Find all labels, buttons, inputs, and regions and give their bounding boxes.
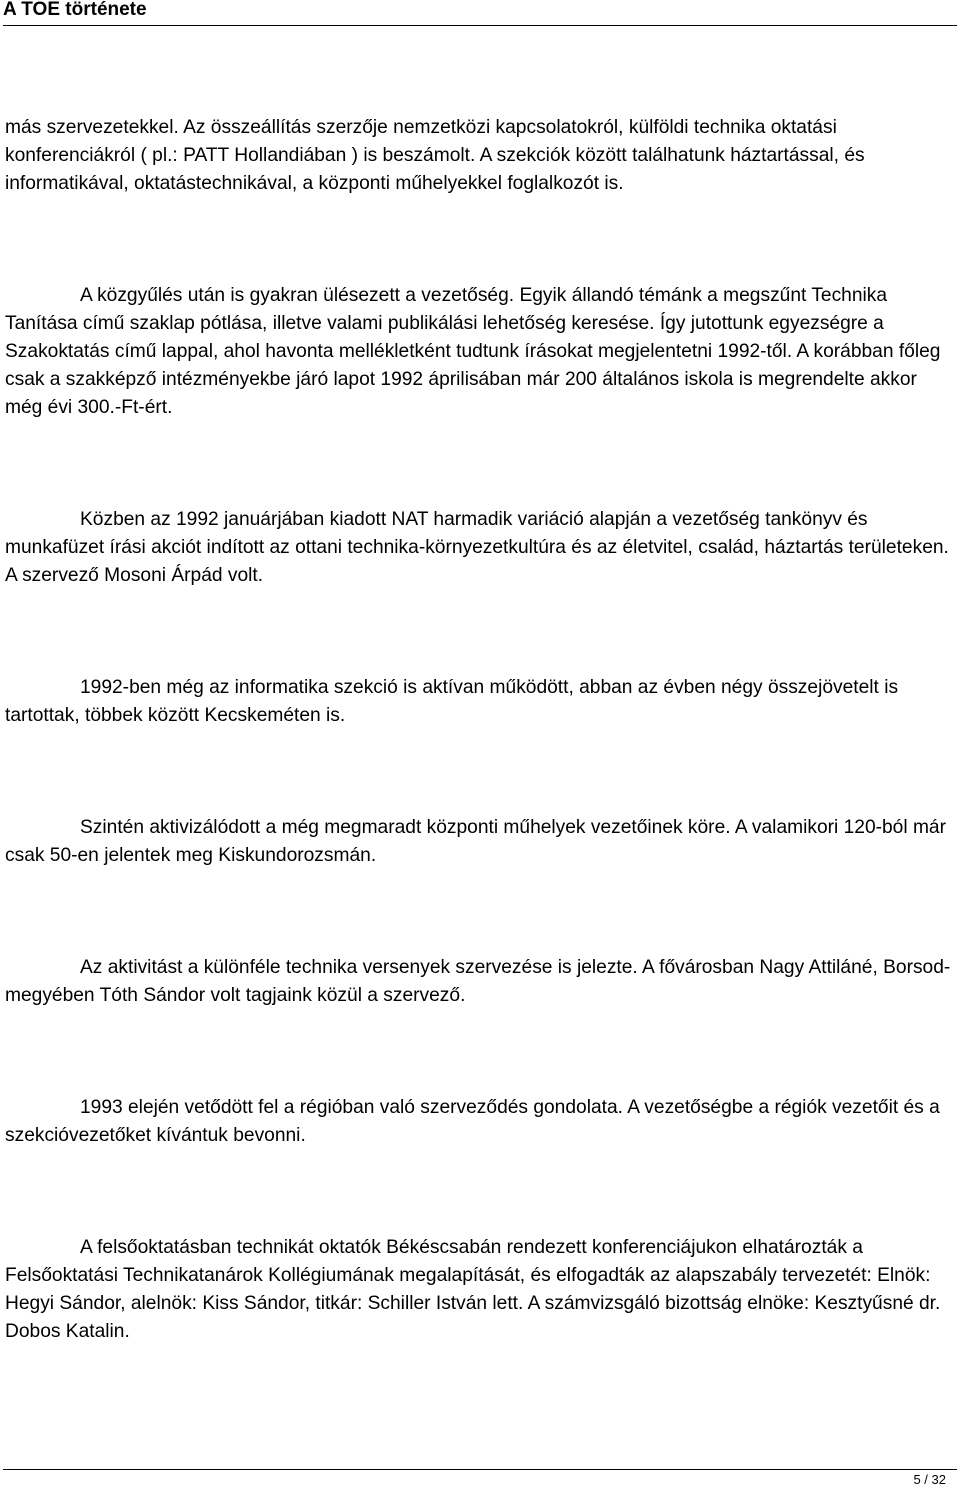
- paragraph-3: Közben az 1992 januárjában kiadott NAT harmadik variáció alapján a vezetőség tankönyv és munkafüzet írási akciót indított az ottani technika-környezetkultúra és az életvitel, család, háztartás területeken. A szervező Mosoni Árpád volt.: [5, 509, 949, 586]
- page-number: 5 / 32: [913, 1472, 946, 1487]
- paragraph-spacer: [5, 198, 953, 282]
- paragraph-5: Szintén aktivizálódott a még megmaradt központi műhelyek vezetőinek köre. A valamikori 120-ból már csak 50-en jelentek meg Kiskundorozsmán.: [5, 817, 946, 866]
- paragraph-spacer: [5, 1150, 953, 1234]
- paragraph-7: 1993 elején vetődött fel a régióban való szerveződés gondolata. A vezetőségbe a régiók vezetőit és a szekcióvezetőket kívántuk bevonni.: [5, 1097, 940, 1146]
- footer-divider: [3, 1469, 957, 1470]
- paragraph-6: Az aktivitást a különféle technika versenyek szervezése is jelezte. A fővárosban Nagy Attiláné, Borsod-megyében Tóth Sándor volt tagjaink közül a szervező.: [5, 957, 951, 1006]
- paragraph-2: A közgyűlés után is gyakran ülésezett a vezetőség. Egyik állandó témánk a megszűnt Technika Tanítása című szaklap pótlása, illetve valami publikálási lehetőség keresése. Így jutottunk egyezségre a Szakoktatás című lappal, ahol havonta mellékletként tudtunk írásokat megjelentetni 1992-től. A korábban főleg csak a szakképző intézményekbe járó lapot 1992 áprilisában már 200 általános iskola is megrendelte akkor még évi 300.-Ft-ért.: [5, 285, 941, 418]
- header-divider: [3, 25, 957, 26]
- document-header-title: A TOE története: [3, 0, 147, 20]
- paragraph-spacer: [5, 730, 953, 814]
- paragraph-spacer: [5, 590, 953, 674]
- paragraph-spacer: [5, 870, 953, 954]
- paragraph-spacer: [5, 422, 953, 506]
- paragraph-4: 1992-ben még az informatika szekció is aktívan működött, abban az évben négy összejövetelt is tartottak, többek között Kecskeméten is.: [5, 677, 899, 726]
- paragraph-spacer: [5, 1010, 953, 1094]
- paragraph-1: más szervezetekkel. Az összeállítás szerzője nemzetközi kapcsolatokról, külföldi technika oktatási konferenciákról ( pl.: PATT Hollandiában ) is beszámolt. A szekciók között találhatunk háztartással, és informatikával, oktatástechnikával, a központi műhelyekkel foglalkozót is.: [5, 117, 865, 194]
- paragraph-8: A felsőoktatásban technikát oktatók Békéscsabán rendezett konferenciájukon elhatározták a Felsőoktatási Technikatanárok Kollégiumának megalapítását, és elfogadták az alapszabály tervezetét: Elnök: Hegyi Sándor, alelnök: Kiss Sándor, titkár: Schiller István lett. A számvizsgáló bizottság elnöke: Kesztyűsné dr. Dobos Katalin.: [5, 1237, 941, 1342]
- document-body: [5, 114, 953, 1346]
